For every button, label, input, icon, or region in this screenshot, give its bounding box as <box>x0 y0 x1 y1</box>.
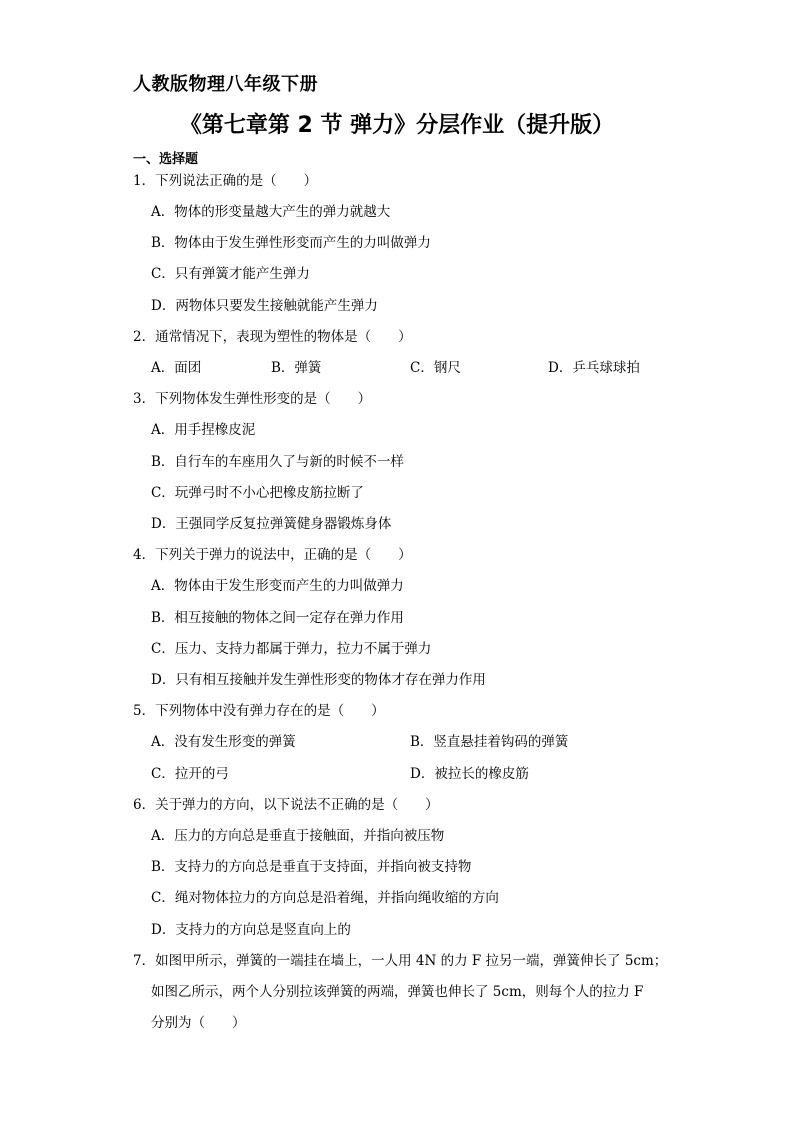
question-5-option-c: C．拉开的弓 <box>151 766 229 782</box>
question-6-option-d: D．支持力的方向总是竖直向上的 <box>151 922 351 938</box>
question-2-option-a: A．面团 <box>151 360 202 376</box>
question-5-option-a: A．没有发生形变的弹簧 <box>151 734 296 750</box>
question-2-option-d: D．乒乓球球拍 <box>548 360 640 376</box>
subject-heading: 人教版物理八年级下册 <box>133 74 318 95</box>
question-7-stem-line-1: 7．如图甲所示，弹簧的一端挂在墙上，一人用 4N 的力 F 拉另一端，弹簧伸长了 5cm； <box>133 953 668 969</box>
page-title: 《第七章第 2 节 弹力》分层作业（提升版） <box>179 113 615 138</box>
question-6-option-c: C．绳对物体拉力的方向总是沿着绳，并指向绳收缩的方向 <box>151 890 499 906</box>
question-4-option-d: D．只有相互接触并发生弹性形变的物体才存在弹力作用 <box>151 672 486 688</box>
question-2-option-c: C．钢尺 <box>410 360 461 376</box>
question-3-stem: 3．下列物体发生弹性形变的是（ ） <box>133 391 372 407</box>
question-6-option-a: A．压力的方向总是垂直于接触面，并指向被压物 <box>151 828 445 844</box>
question-5-option-d: D．被拉长的橡皮筋 <box>410 766 529 782</box>
question-1-option-b: B．物体由于发生弹性形变而产生的力叫做弹力 <box>151 235 431 251</box>
question-1-option-a: A．物体的形变量越大产生的弹力就越大 <box>151 204 391 220</box>
question-3-option-d: D．王强同学反复拉弹簧健身器锻炼身体 <box>151 516 392 532</box>
question-6-stem: 6．关于弹力的方向，以下说法不正确的是（ ） <box>133 797 439 813</box>
question-5-stem: 5．下列物体中没有弹力存在的是（ ） <box>133 703 385 719</box>
question-4-option-c: C．压力、支持力都属于弹力，拉力不属于弹力 <box>151 641 432 657</box>
question-2-option-b: B．弹簧 <box>271 360 322 376</box>
question-7-stem-line-3: 分别为（ ） <box>151 1015 246 1031</box>
question-7-stem-line-2: 如图乙所示，两个人分别拉该弹簧的两端，弹簧也伸长了 5cm，则每个人的拉力 F <box>151 984 644 1000</box>
question-1-option-c: C．只有弹簧才能产生弹力 <box>151 266 310 282</box>
question-2-stem: 2．通常情况下，表现为塑性的物体是（ ） <box>133 329 412 345</box>
question-6-option-b: B．支持力的方向总是垂直于支持面，并指向被支持物 <box>151 859 472 875</box>
question-3-option-b: B．自行车的车座用久了与新的时候不一样 <box>151 454 404 470</box>
question-4-option-b: B．相互接触的物体之间一定存在弹力作用 <box>151 610 404 626</box>
question-1-stem: 1．下列说法正确的是（ ） <box>133 173 318 189</box>
question-4-stem: 4．下列关于弹力的说法中，正确的是（ ） <box>133 547 412 563</box>
question-1-option-d: D．两物体只要发生接触就能产生弹力 <box>151 298 378 314</box>
question-4-option-a: A．物体由于发生形变而产生的力叫做弹力 <box>151 578 404 594</box>
question-5-option-b: B．竖直悬挂着钩码的弹簧 <box>410 734 569 750</box>
section-heading: 一、选择题 <box>133 152 199 167</box>
question-3-option-c: C．玩弹弓时不小心把橡皮筋拉断了 <box>151 485 364 501</box>
question-3-option-a: A．用手捏橡皮泥 <box>151 422 256 438</box>
